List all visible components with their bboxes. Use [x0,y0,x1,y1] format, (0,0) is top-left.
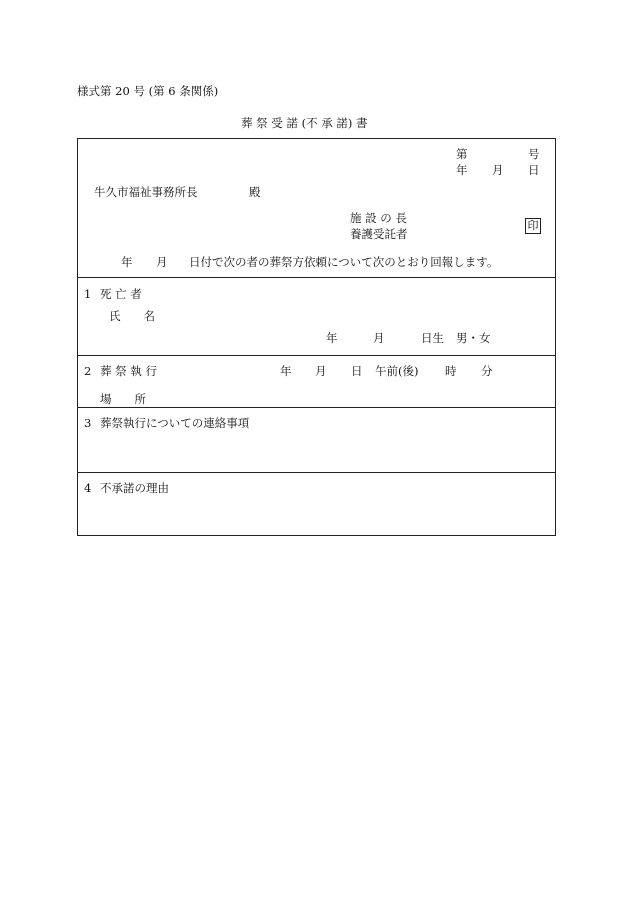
form-table [77,138,556,536]
divider [78,277,555,278]
section-4-title: 不承諾の理由 [100,481,169,495]
number-prefix: 第 [456,147,468,161]
funeral-ampm-label: 午前(後) [375,364,419,378]
section-1-number: 1 [84,287,92,301]
section-1-title: 死 亡 者 [100,287,142,301]
birth-day-label: 日生 [421,331,444,345]
section-2-number: 2 [84,364,92,378]
divider [78,472,555,473]
issue-day-label: 日 [528,163,540,177]
birth-year-label: 年 [326,331,338,345]
intro-year-label: 年 [121,255,133,269]
seal-mark: 印 [525,218,541,234]
number-suffix: 号 [528,147,540,161]
divider [78,407,555,408]
document-title: 葬 祭 受 諾 (不 承 諾) 書 [241,116,368,130]
funeral-day-label: 日 [351,364,363,378]
intro-month-label: 月 [156,255,168,269]
sex-options: 男・女 [456,331,491,345]
section-2-title: 葬 祭 執 行 [100,364,157,378]
issue-month-label: 月 [492,163,504,177]
issue-year-label: 年 [456,163,468,177]
recipient-honorific: 殿 [249,185,261,199]
section-4-number: 4 [84,481,92,495]
section-3-number: 3 [84,416,92,430]
funeral-month-label: 月 [315,364,327,378]
form-number-label: 様式第 20 号 (第 6 条関係) [77,84,219,98]
birth-month-label: 月 [373,331,385,345]
funeral-hour-label: 時 [445,364,457,378]
divider [78,355,555,356]
funeral-year-label: 年 [280,364,292,378]
recipient-name: 牛久市福祉事務所長 [94,185,198,199]
intro-text: 日付で次の者の葬祭方依頼について次のとおり回報します。 [189,255,499,269]
section-3-title: 葬祭執行についての連絡事項 [100,416,250,430]
funeral-place-label: 場 所 [100,392,146,406]
funeral-minute-label: 分 [481,364,493,378]
sender-foster-caregiver: 養護受託者 [350,227,408,241]
sender-facility-head: 施 設 の 長 [350,211,407,225]
deceased-name-label: 氏 名 [109,309,155,323]
